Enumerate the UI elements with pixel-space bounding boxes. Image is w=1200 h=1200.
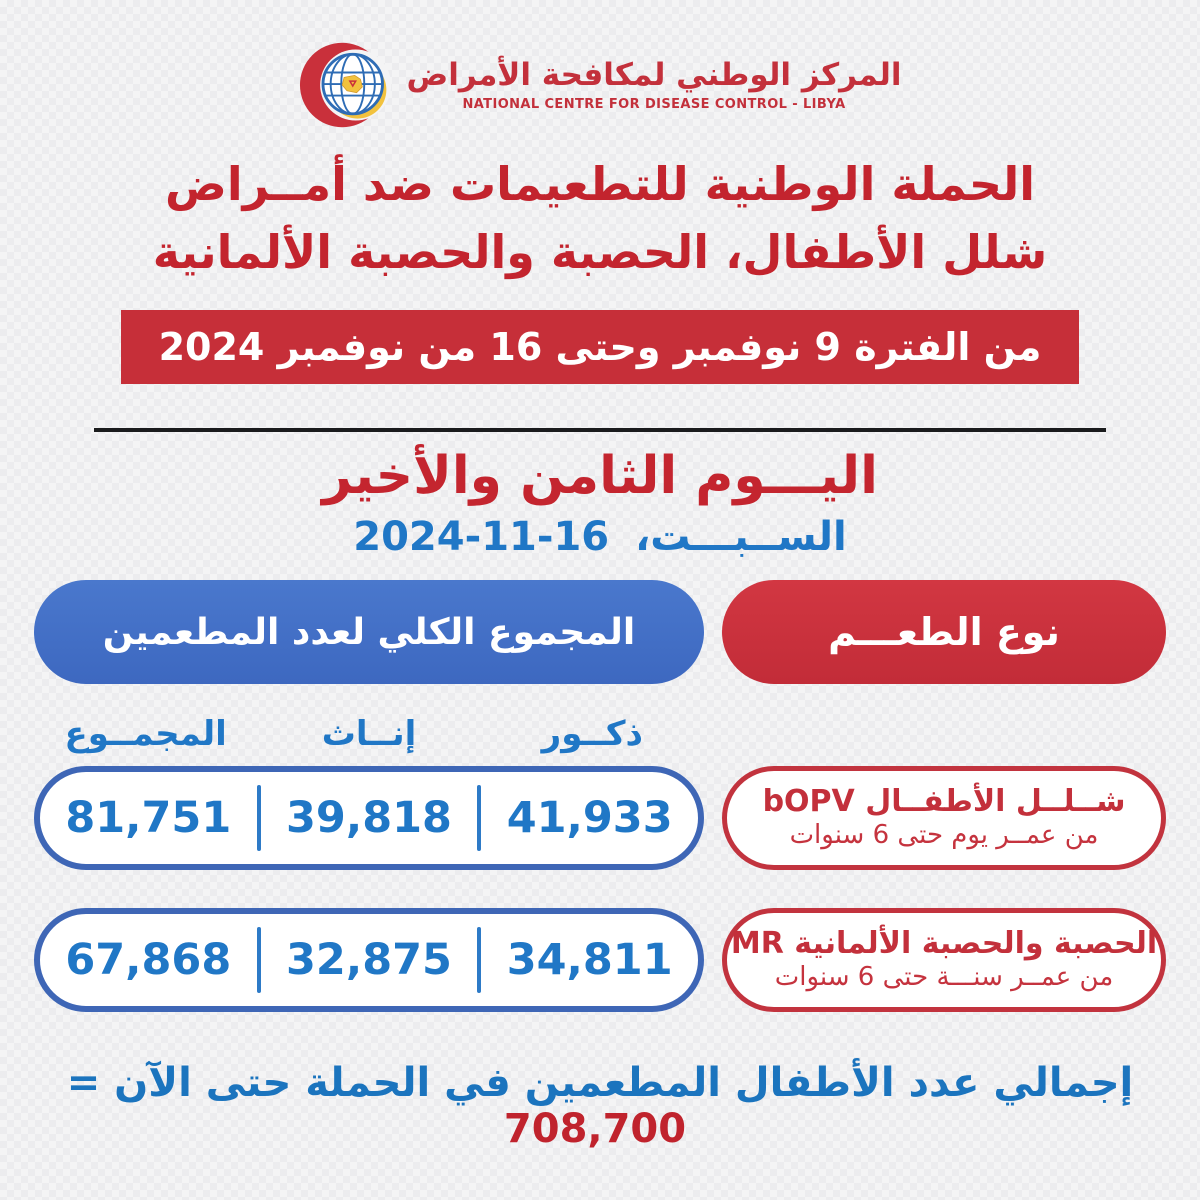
totals-header-pill: المجموع الكلي لعدد المطعمين bbox=[34, 580, 704, 684]
footer-total bbox=[34, 1060, 1166, 1152]
vaccine-name: شــلــل الأطفــال bOPV bbox=[762, 783, 1126, 819]
date-line bbox=[34, 514, 1166, 560]
numbers-pill-bopv bbox=[34, 766, 704, 870]
footer-value: 708,700 bbox=[503, 1106, 687, 1153]
section-divider bbox=[94, 428, 1106, 432]
date-value: 2024-11-16 bbox=[353, 514, 610, 561]
total-count: 81,751 bbox=[65, 793, 232, 844]
females-count: 39,818 bbox=[286, 793, 452, 844]
campaign-title bbox=[34, 150, 1166, 286]
labels-spacer bbox=[722, 708, 1166, 760]
column-divider bbox=[257, 927, 261, 993]
day-heading: اليـــوم الثامن والأخير bbox=[322, 446, 878, 507]
vaccine-age-range: من عمــر يوم حتى 6 سنوات bbox=[789, 820, 1099, 851]
table-row-bopv bbox=[34, 766, 1166, 870]
column-labels-row bbox=[34, 708, 1166, 760]
logo-text bbox=[407, 58, 902, 111]
numbers-pill-mr bbox=[34, 908, 704, 1012]
crescent-globe-icon bbox=[299, 37, 395, 133]
column-label-males: ذكــور bbox=[541, 714, 644, 755]
column-label-total: المجمــوع bbox=[64, 714, 227, 755]
females-count: 32,875 bbox=[286, 935, 452, 986]
campaign-title-line2: شلل الأطفال، الحصبة والحصبة الألمانية bbox=[152, 225, 1048, 280]
campaign-title-line1: الحملة الوطنية للتطعيمات ضد أمــراض bbox=[164, 157, 1036, 211]
total-count: 67,868 bbox=[65, 935, 232, 986]
table-header-row bbox=[34, 580, 1166, 684]
ncdc-logo bbox=[34, 36, 1166, 134]
vaccine-type-header-pill: نوع الطعـــم bbox=[722, 580, 1166, 684]
column-divider bbox=[477, 927, 481, 993]
logo-english-name: NATIONAL CENTRE FOR DISEASE CONTROL - LIBYA bbox=[462, 96, 846, 112]
vaccine-age-range: من عمــر سنـــة حتى 6 سنوات bbox=[774, 962, 1114, 993]
vaccine-pill-bopv bbox=[722, 766, 1166, 870]
period-banner: من الفترة 9 نوفمبر وحتى 16 من نوفمبر 2024 bbox=[121, 310, 1079, 384]
footer-label: إجمالي عدد الأطفال المطعمين في الحملة حتى الآن = bbox=[66, 1060, 1134, 1107]
column-divider bbox=[257, 785, 261, 851]
column-labels bbox=[34, 708, 704, 760]
column-label-females: إنــاث bbox=[321, 714, 417, 755]
vaccine-pill-mr bbox=[722, 908, 1166, 1012]
males-count: 41,933 bbox=[506, 793, 673, 844]
weekday-label: الســبـــت، bbox=[635, 514, 847, 561]
table-row-mr bbox=[34, 908, 1166, 1012]
logo-arabic-name: المركز الوطني لمكافحة الأمراض bbox=[406, 57, 902, 94]
vaccine-name: الحصبة والحصبة الألمانية MR bbox=[730, 925, 1158, 961]
males-count: 34,811 bbox=[506, 935, 673, 986]
column-divider bbox=[477, 785, 481, 851]
